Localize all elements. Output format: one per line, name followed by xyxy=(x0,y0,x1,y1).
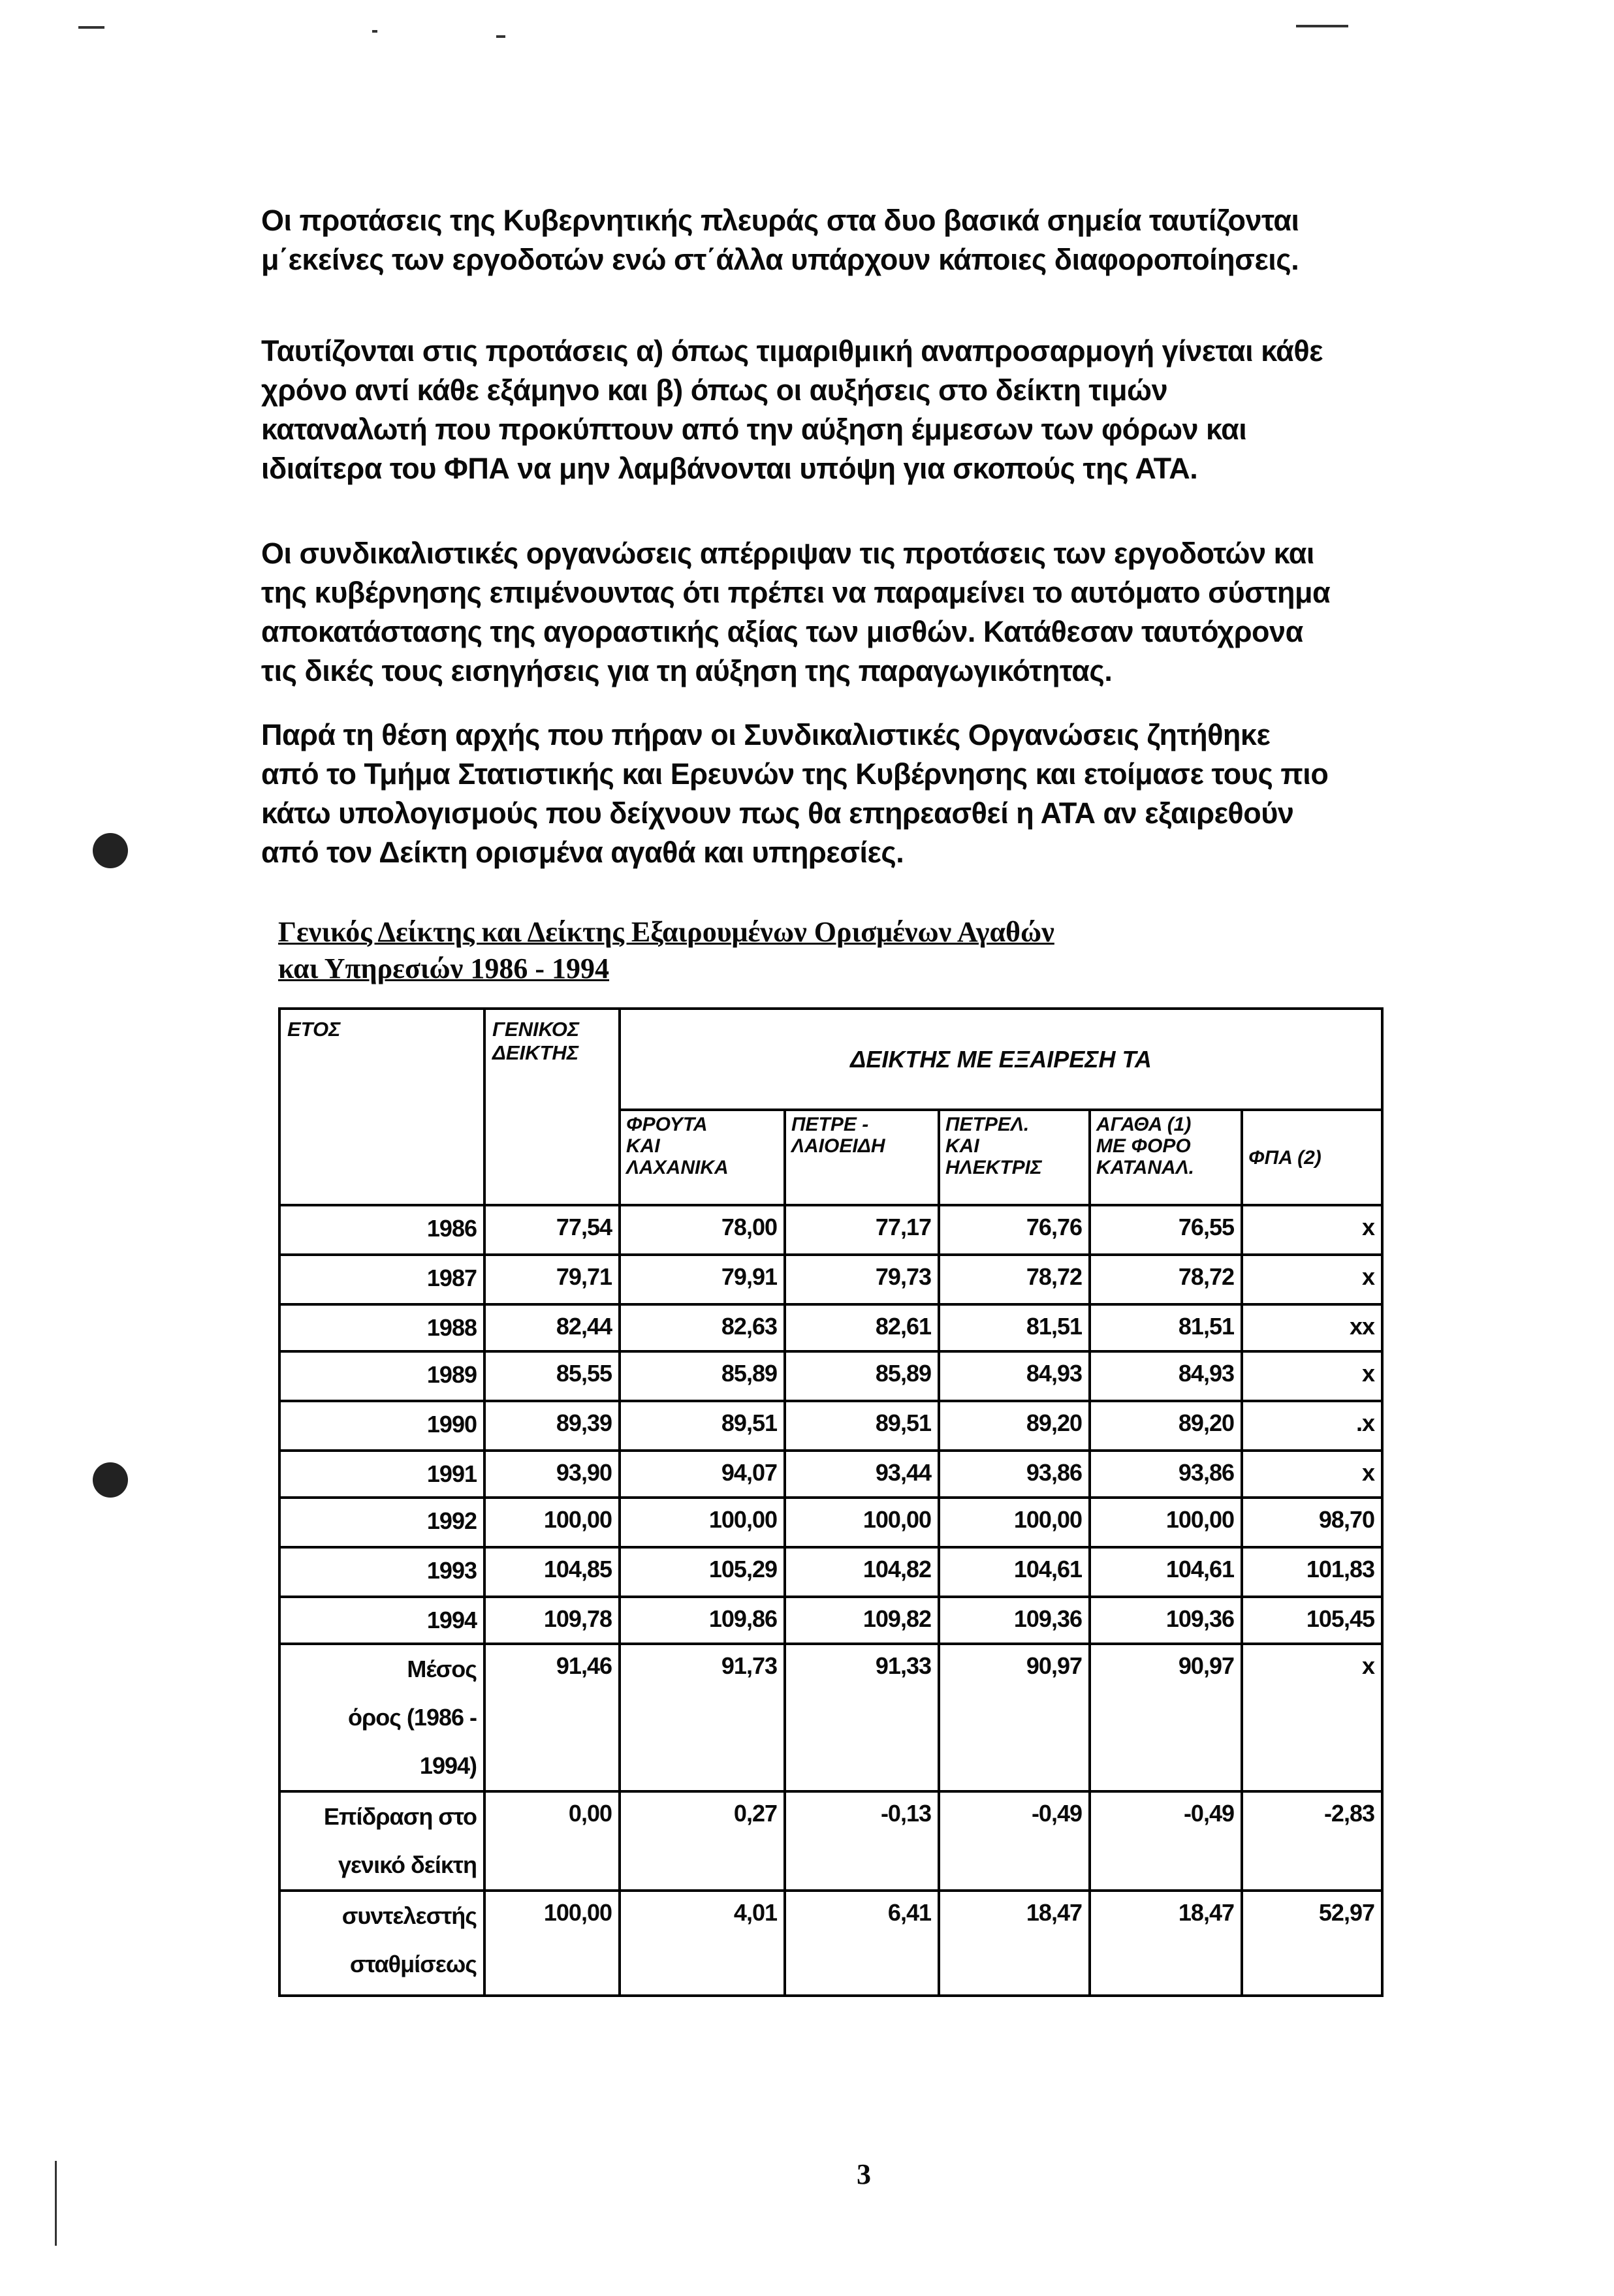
subheader-line: ΠΕΤΡΕ - xyxy=(791,1114,869,1135)
row-label-line: γενικό δείκτη xyxy=(338,1851,477,1878)
table-cell: 78,72 xyxy=(1090,1255,1242,1304)
table-cell: 18,47 xyxy=(939,1891,1090,1996)
table-cell: 104,61 xyxy=(939,1547,1090,1597)
index-table xyxy=(278,1007,1384,1997)
table-cell: 84,93 xyxy=(1090,1351,1242,1401)
text-line: μ΄εκείνες των εργοδοτών ενώ στ΄άλλα υπάρχουν κάποιες διαφοροποίησεις. xyxy=(261,243,1299,276)
subheader-line: ΦΠΑ (2) xyxy=(1248,1146,1321,1169)
table-row xyxy=(279,1205,1382,1255)
table-cell: 109,82 xyxy=(785,1597,939,1644)
header-year xyxy=(279,1009,484,1205)
table-cell: 109,78 xyxy=(484,1597,620,1644)
row-label xyxy=(279,1644,484,1791)
table-cell: 94,07 xyxy=(620,1451,785,1498)
subheader-line: ΚΑΙ xyxy=(945,1135,979,1157)
row-label-line: 1993 xyxy=(426,1557,477,1584)
row-label xyxy=(279,1304,484,1351)
paragraph-1 xyxy=(261,201,1299,279)
table-cell: 104,61 xyxy=(1090,1547,1242,1597)
text-line: της κυβέρνησης επιμένουντας ότι πρέπει να παραμείνει το αυτόματο σύστημα xyxy=(261,576,1331,609)
table-cell: -2,83 xyxy=(1242,1791,1382,1891)
row-label-line: 1994 xyxy=(426,1607,477,1633)
table-cell: 105,45 xyxy=(1242,1597,1382,1644)
row-label-line: Μέσος xyxy=(407,1656,477,1682)
table-cell: 93,86 xyxy=(939,1451,1090,1498)
table-cell: 100,00 xyxy=(620,1498,785,1547)
subheader-line: ΦΡΟΥΤΑ xyxy=(626,1114,708,1135)
row-label xyxy=(279,1597,484,1644)
subheader-line: ΚΑΤΑΝΑΛ. xyxy=(1096,1157,1195,1178)
row-label xyxy=(279,1891,484,1996)
table-cell: 81,51 xyxy=(1090,1304,1242,1351)
subheader-3 xyxy=(1090,1110,1242,1205)
text-line: Οι συνδικαλιστικές οργανώσεις απέρριψαν τις προτάσεις των εργοδοτών και xyxy=(261,537,1314,570)
table-cell: 52,97 xyxy=(1242,1891,1382,1996)
table-cell: 89,51 xyxy=(620,1401,785,1451)
table-cell: x xyxy=(1242,1205,1382,1255)
text-line: και Υπηρεσιών 1986 - 1994 xyxy=(278,952,609,984)
table-cell: 98,70 xyxy=(1242,1498,1382,1547)
text-line: από το Τμήμα Στατιστικής και Ερευνών της Κυβέρνησης και ετοίμασε τους πιο xyxy=(261,757,1329,791)
text-line: καταναλωτή που προκύπτουν από την αύξηση έμμεσων των φόρων και xyxy=(261,413,1247,446)
table-row xyxy=(279,1351,1382,1401)
table-cell: 105,29 xyxy=(620,1547,785,1597)
table-cell: 4,01 xyxy=(620,1891,785,1996)
row-label-line: 1991 xyxy=(426,1460,477,1487)
scan-speck xyxy=(372,30,377,33)
table-cell: 109,86 xyxy=(620,1597,785,1644)
table-cell: -0,13 xyxy=(785,1791,939,1891)
row-label xyxy=(279,1791,484,1891)
text-line: τις δικές τους εισηγήσεις για τη αύξηση της παραγωγικότητας. xyxy=(261,654,1113,687)
text-line: αποκατάστασης της αγοραστικής αξίας των μισθών. Κατάθεσαν ταυτόχρονα xyxy=(261,615,1303,648)
table-cell: 77,17 xyxy=(785,1205,939,1255)
table-cell: 0,27 xyxy=(620,1791,785,1891)
table-cell: 76,55 xyxy=(1090,1205,1242,1255)
text-line: από τον Δείκτη ορισμένα αγαθά και υπηρεσίες. xyxy=(261,836,904,869)
row-label xyxy=(279,1255,484,1304)
text-line: Γενικός Δείκτης και Δείκτης Εξαιρουμένων Ορισμένων Αγαθών xyxy=(278,916,1054,948)
table-cell: 79,71 xyxy=(484,1255,620,1304)
table-cell: 84,93 xyxy=(939,1351,1090,1401)
text-line: Οι προτάσεις της Κυβερνητικής πλευράς στα δυο βασικά σημεία ταυτίζονται xyxy=(261,204,1299,237)
row-label-line: όρος (1986 - xyxy=(347,1704,477,1731)
table-cell: 89,51 xyxy=(785,1401,939,1451)
table-cell: 93,86 xyxy=(1090,1451,1242,1498)
table-cell: 93,44 xyxy=(785,1451,939,1498)
table-cell: 82,61 xyxy=(785,1304,939,1351)
table-cell: 109,36 xyxy=(939,1597,1090,1644)
row-label xyxy=(279,1451,484,1498)
paragraph-2 xyxy=(261,332,1323,488)
table-cell: 90,97 xyxy=(1090,1644,1242,1791)
subheader-line: ΠΕΤΡΕΛ. xyxy=(945,1114,1030,1135)
subheader-line: ΜΕ ΦΟΡΟ xyxy=(1096,1135,1191,1157)
table-cell: -0,49 xyxy=(939,1791,1090,1891)
table-row xyxy=(279,1597,1382,1644)
text-line: Ταυτίζονται στις προτάσεις α) όπως τιμαριθμική αναπροσαρμογή γίνεται κάθε xyxy=(261,334,1323,368)
table-cell: 85,89 xyxy=(620,1351,785,1401)
table-cell: .x xyxy=(1242,1401,1382,1451)
table-row xyxy=(279,1401,1382,1451)
paragraph-3 xyxy=(261,534,1330,691)
scan-speck xyxy=(1296,25,1348,27)
row-label xyxy=(279,1498,484,1547)
table-cell: 79,91 xyxy=(620,1255,785,1304)
header-general-index xyxy=(484,1009,620,1205)
table-cell: 81,51 xyxy=(939,1304,1090,1351)
paragraph-4 xyxy=(261,716,1328,872)
table-cell: 82,44 xyxy=(484,1304,620,1351)
table-cell: 91,33 xyxy=(785,1644,939,1791)
table-cell: 100,00 xyxy=(939,1498,1090,1547)
row-label-line: 1992 xyxy=(426,1507,477,1534)
table-cell: 100,00 xyxy=(1090,1498,1242,1547)
subheader-line: ΛΑΧΑΝΙΚΑ xyxy=(626,1157,729,1178)
table-cell: 77,54 xyxy=(484,1205,620,1255)
table-row xyxy=(279,1255,1382,1304)
text-line: Παρά τη θέση αρχής που πήραν οι Συνδικαλιστικές Οργανώσεις ζητήθηκε xyxy=(261,718,1271,751)
table-row xyxy=(279,1644,1382,1791)
punch-hole xyxy=(93,833,128,868)
subheader-0 xyxy=(620,1110,785,1205)
subheader-line: ΑΓΑΘΑ (1) xyxy=(1096,1114,1192,1135)
row-label xyxy=(279,1547,484,1597)
table-cell: 100,00 xyxy=(484,1498,620,1547)
table-cell: x xyxy=(1242,1644,1382,1791)
page-number: 3 xyxy=(857,2158,871,2190)
table-cell: 89,39 xyxy=(484,1401,620,1451)
header-general-line: ΔΕΙΚΤΗΣ xyxy=(492,1041,579,1064)
text-line: ιδιαίτερα του ΦΠΑ να μην λαμβάνονται υπόψη για σκοπούς της ΑΤΑ. xyxy=(261,452,1198,485)
row-label xyxy=(279,1205,484,1255)
table-cell: 109,36 xyxy=(1090,1597,1242,1644)
table-cell: 0,00 xyxy=(484,1791,620,1891)
table-cell: 18,47 xyxy=(1090,1891,1242,1996)
table-cell: 93,90 xyxy=(484,1451,620,1498)
table-cell: 100,00 xyxy=(484,1891,620,1996)
table-cell: 85,55 xyxy=(484,1351,620,1401)
table-row xyxy=(279,1304,1382,1351)
subheader-4 xyxy=(1242,1110,1382,1205)
text-line: χρόνο αντί κάθε εξάμηνο και β) όπως οι αυξήσεις στο δείκτη τιμών xyxy=(261,373,1168,407)
header-excluding-label: ΔΕΙΚΤΗΣ ΜΕ ΕΞΑΙΡΕΣΗ ΤΑ xyxy=(850,1045,1152,1073)
table-cell: 91,73 xyxy=(620,1644,785,1791)
table-row xyxy=(279,1891,1382,1996)
scan-speck xyxy=(496,35,505,38)
subheader-2 xyxy=(939,1110,1090,1205)
table-row xyxy=(279,1451,1382,1498)
table-cell: 78,00 xyxy=(620,1205,785,1255)
table-cell: 90,97 xyxy=(939,1644,1090,1791)
table-cell: 89,20 xyxy=(939,1401,1090,1451)
table-cell: -0,49 xyxy=(1090,1791,1242,1891)
header-excluding xyxy=(620,1009,1382,1110)
subheader-line: ΗΛΕΚΤΡΙΣ xyxy=(945,1157,1042,1178)
table-cell: 89,20 xyxy=(1090,1401,1242,1451)
table-cell: 91,46 xyxy=(484,1644,620,1791)
scan-line xyxy=(55,2161,57,2246)
subheader-line: ΛΑΙΟΕΙΔΗ xyxy=(791,1135,885,1157)
subheader-line: ΚΑΙ xyxy=(626,1135,660,1157)
table-cell: x xyxy=(1242,1351,1382,1401)
table-cell: x xyxy=(1242,1451,1382,1498)
header-general-line: ΓΕΝΙΚΟΣ xyxy=(492,1018,580,1041)
row-label-line: 1987 xyxy=(426,1265,477,1291)
table-cell: xx xyxy=(1242,1304,1382,1351)
row-label-line: συντελεστής xyxy=(341,1902,477,1929)
table-cell: 104,82 xyxy=(785,1547,939,1597)
row-label-line: 1989 xyxy=(426,1361,477,1388)
row-label-line: 1986 xyxy=(426,1215,477,1242)
row-label-line: 1990 xyxy=(426,1411,477,1438)
row-label-line: 1994) xyxy=(419,1752,477,1779)
table-row xyxy=(279,1498,1382,1547)
punch-hole xyxy=(93,1462,128,1498)
table-cell: x xyxy=(1242,1255,1382,1304)
table-cell: 78,72 xyxy=(939,1255,1090,1304)
scan-speck xyxy=(78,26,104,29)
row-label xyxy=(279,1401,484,1451)
table-cell: 101,83 xyxy=(1242,1547,1382,1597)
row-label-line: 1988 xyxy=(426,1314,477,1341)
table-row xyxy=(279,1791,1382,1891)
text-line: κάτω υπολογισμούς που δείχνουν πως θα επηρεασθεί η ΑΤΑ αν εξαιρεθούν xyxy=(261,796,1294,830)
table-cell: 6,41 xyxy=(785,1891,939,1996)
table-cell: 79,73 xyxy=(785,1255,939,1304)
row-label xyxy=(279,1351,484,1401)
table-cell: 76,76 xyxy=(939,1205,1090,1255)
table-cell: 104,85 xyxy=(484,1547,620,1597)
table-cell: 100,00 xyxy=(785,1498,939,1547)
table-cell: 82,63 xyxy=(620,1304,785,1351)
header-year-label: ΕΤΟΣ xyxy=(287,1018,341,1041)
row-label-line: Επίδραση στο xyxy=(323,1803,477,1830)
table-title xyxy=(278,914,1054,987)
table-row xyxy=(279,1547,1382,1597)
row-label-line: σταθμίσεως xyxy=(349,1951,477,1977)
subheader-1 xyxy=(785,1110,939,1205)
table-cell: 85,89 xyxy=(785,1351,939,1401)
